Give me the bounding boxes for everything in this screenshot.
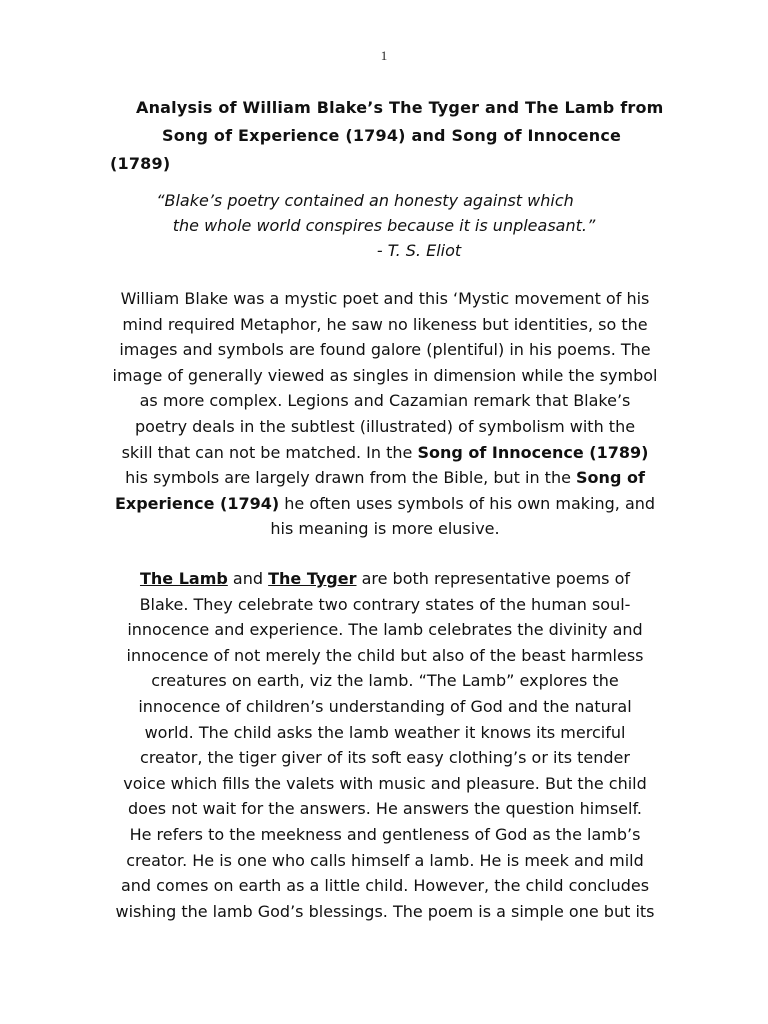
paragraph-line: poetry deals in the subtlest (illustrated) of symbolism with the <box>134 416 636 436</box>
paragraph-line: creator. He is one who calls himself a lamb. He is meek and mild <box>126 850 644 870</box>
paragraph-line: innocence and experience. The lamb celebrates the divinity and <box>127 620 643 640</box>
line-text: he often uses symbols of his own making, and <box>279 493 656 513</box>
document-title <box>110 94 670 178</box>
bold-term-experience: Experience (1794) <box>114 493 280 513</box>
paragraph-line: as more complex. Legions and Cazamian remark that Blake’s <box>139 391 631 411</box>
paragraph-lamb-tyger <box>104 566 666 924</box>
epigraph-line-2: the whole world conspires because it is unpleasant.” <box>172 216 596 235</box>
paragraph-line: William Blake was a mystic poet and this ‘Mystic movement of his <box>120 289 650 308</box>
paragraph-line <box>104 566 666 592</box>
paragraph-line: and comes on earth as a little child. However, the child concludes <box>120 876 650 896</box>
paragraph-line: voice which fills the valets with music and pleasure. But the child <box>123 773 647 793</box>
line-text: skill that can not be matched. In the <box>121 442 418 462</box>
paragraph-line: wishing the lamb God’s blessings. The poem is a simple one but its <box>115 901 655 921</box>
underlined-term-the-lamb: The Lamb <box>139 569 228 588</box>
underlined-term-the-tyger: The Tyger <box>268 569 357 588</box>
paragraph-line <box>104 465 666 491</box>
paragraph-line: Blake. They celebrate two contrary states of the human soul- <box>139 594 631 614</box>
paragraph-line: his meaning is more elusive. <box>270 519 500 539</box>
paragraph-line <box>104 440 666 466</box>
paragraph-line: innocence of not merely the child but also of the beast harmless <box>126 645 644 665</box>
title-line-2: Song of Experience (1794) and Song of Innocence (1789) <box>110 126 622 173</box>
paragraph-line: world. The child asks the lamb weather it knows its merciful <box>144 722 626 742</box>
epigraph-author: - T. S. Eliot <box>376 241 462 260</box>
line-text: are both representative poems of <box>356 569 631 588</box>
paragraph-line <box>104 491 666 517</box>
paragraph-line: creator, the tiger giver of its soft easy clothing’s or its tender <box>140 748 630 768</box>
paragraph-line: mind required Metaphor, he saw no likeness but identities, so the <box>122 314 648 334</box>
paragraph-line: innocence of children’s understanding of God and the natural <box>138 696 632 716</box>
paragraph-intro <box>104 286 666 542</box>
epigraph-line-1: “Blake’s poetry contained an honesty against which <box>156 191 574 210</box>
bold-term-song-of: Song of <box>576 468 645 488</box>
line-text: and <box>227 569 269 588</box>
paragraph-line: image of generally viewed as singles in dimension while the symbol <box>112 365 658 385</box>
paragraph-line: creatures on earth, viz the lamb. “The Lamb” explores the <box>151 671 619 691</box>
title-line-1: Analysis of William Blake’s The Tyger and The Lamb from <box>136 98 664 117</box>
epigraph-quote <box>100 188 668 263</box>
paragraph-line: images and symbols are found galore (plentiful) in his poems. The <box>119 340 651 360</box>
paragraph-line: He refers to the meekness and gentleness of God as the lamb’s <box>129 824 641 844</box>
bold-term-song-of-innocence: Song of Innocence (1789) <box>417 442 649 462</box>
paragraph-line: does not wait for the answers. He answers the question himself. <box>128 799 642 819</box>
page-number: 1 <box>380 48 388 63</box>
line-text: his symbols are largely drawn from the Bible, but in the <box>125 468 577 488</box>
